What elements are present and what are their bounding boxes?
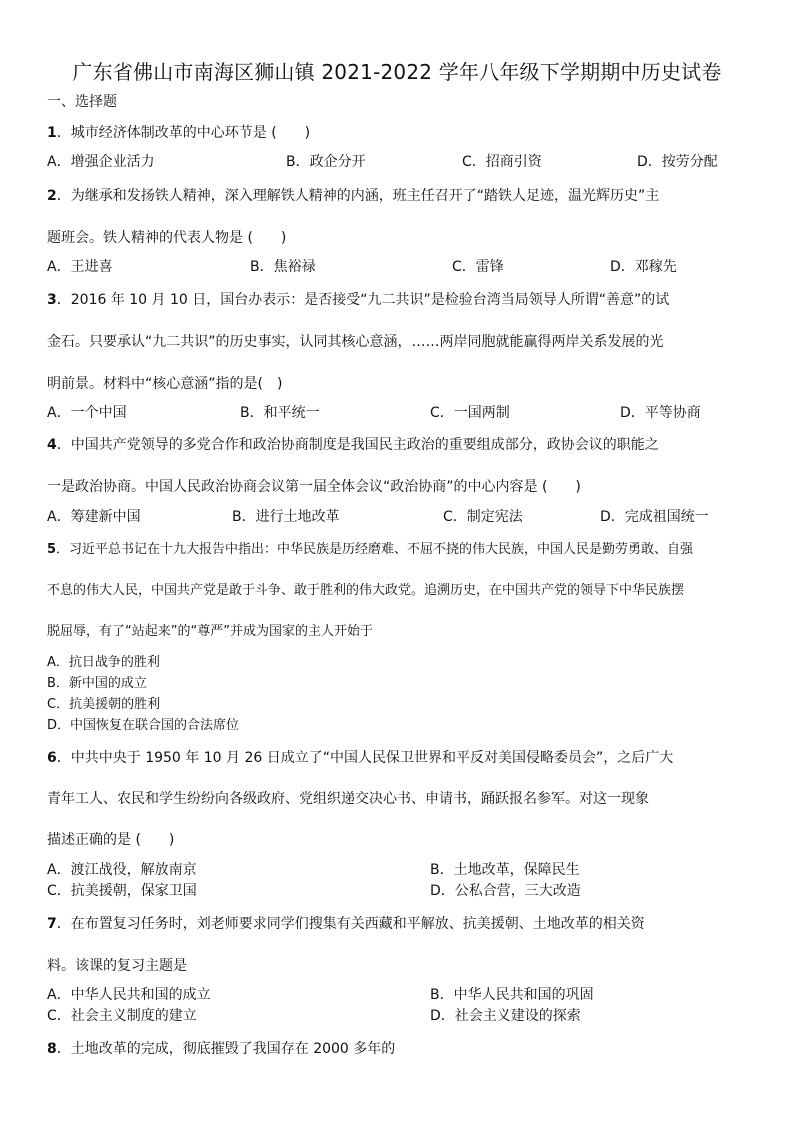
question-text-line2: 金石。只要承认“九二共识”的历史事实，认同其核心意涵，……两岸同胞就能赢得两岸关系发展的光 [47, 334, 664, 350]
q7-option-d: D．社会主义建设的探索 [430, 1008, 581, 1024]
q4-option-c: C．制定宪法 [443, 509, 523, 525]
question-6 [47, 748, 673, 768]
question-8 [47, 1039, 395, 1059]
question-text-line3: 明前景。材料中“核心意涵”指的是( ) [47, 376, 283, 392]
question-1 [47, 123, 310, 143]
q2-option-b: B．焦裕禄 [250, 259, 316, 275]
question-number: 7 [47, 916, 57, 932]
q4-option-b: B．进行土地改革 [232, 509, 340, 525]
section-heading: 一、选择题 [47, 94, 117, 110]
q1-option-d: D．按劳分配 [637, 154, 718, 170]
q1-option-b: B．政企分开 [286, 154, 366, 170]
q7-option-b: B．中华人民共和国的巩固 [430, 987, 594, 1003]
q5-option-a: A．抗日战争的胜利 [47, 655, 160, 670]
question-text-line1: ．土地改革的完成，彻底摧毁了我国存在 2000 多年的 [56, 1041, 396, 1057]
question-7 [47, 914, 645, 934]
q6-option-d: D．公私合营，三大改造 [430, 883, 581, 899]
question-number: 8 [47, 1041, 57, 1057]
question-4 [47, 435, 659, 455]
q4-option-a: A．筹建新中国 [47, 509, 141, 525]
q2-option-a: A．王进喜 [47, 259, 113, 275]
q2-option-d: D．邓稼先 [610, 259, 677, 275]
question-text-line1: ．2016 年 10 月 10 日，国台办表示：是否接受“九二共识”是检验台湾当局领导人所谓“善意”的试 [56, 292, 670, 308]
q6-option-a: A．渡江战役，解放南京 [47, 862, 197, 878]
question-text-line3: 描述正确的是 ( ) [47, 832, 175, 848]
q6-option-c: C．抗美援朝，保家卫国 [47, 883, 197, 899]
question-text-line2: 题班会。铁人精神的代表人物是 ( ) [47, 230, 287, 246]
question-5 [47, 540, 693, 560]
question-text-line2: 一是政治协商。中国人民政治协商会议第一届全体会议“政治协商”的中心内容是 ( ) [47, 479, 581, 495]
question-number: 6 [47, 750, 57, 766]
q7-option-a: A．中华人民共和国的成立 [47, 987, 211, 1003]
q5-option-c: C．抗美援朝的胜利 [47, 697, 161, 712]
q1-option-c: C．招商引资 [462, 154, 542, 170]
question-text-line1: ．习近平总书记在十九大报告中指出：中华民族是历经磨难、不屈不挠的伟大民族，中国人民是勤劳勇敢、自强 [56, 542, 694, 557]
question-3 [47, 290, 669, 310]
question-text-line1: ．为继承和发扬铁人精神，深入理解铁人精神的内涵，班主任召开了“踏铁人足迹，温光辉历史”主 [56, 188, 660, 204]
question-number: 1 [47, 125, 57, 141]
q7-option-c: C．社会主义制度的建立 [47, 1008, 197, 1024]
question-text-line1: ．中国共产党领导的多党合作和政治协商制度是我国民主政治的重要组成部分，政协会议的职能之 [56, 437, 659, 453]
q1-option-a: A．增强企业活力 [47, 154, 155, 170]
question-number: 4 [47, 437, 57, 453]
q2-option-c: C．雷锋 [452, 259, 504, 275]
q5-option-d: D．中国恢复在联合国的合法席位 [47, 718, 240, 733]
q5-option-b: B．新中国的成立 [47, 676, 147, 691]
question-number: 5 [47, 542, 57, 557]
question-2 [47, 186, 659, 206]
q3-option-a: A．一个中国 [47, 405, 127, 421]
exam-title: 广东省佛山市南海区狮山镇 2021-2022 学年八年级下学期期中历史试卷 [72, 60, 722, 84]
question-text-line2: 青年工人、农民和学生纷纷向各级政府、党组织递交决心书、申请书，踊跃报名参军。对这一现象 [47, 791, 649, 807]
question-text-line3: 脱屈辱，有了“站起来”的“尊严”并成为国家的主人开始于 [47, 624, 373, 639]
question-text-line1: ．中共中央于 1950 年 10 月 26 日成立了“中国人民保卫世界和平反对美国侵略委员会”，之后广大 [56, 750, 674, 766]
q3-option-c: C．一国两制 [430, 405, 510, 421]
question-number: 3 [47, 292, 57, 308]
question-number: 2 [47, 188, 57, 204]
question-text: ．城市经济体制改革的中心环节是 ( ) [56, 125, 311, 141]
question-text-line2: 不息的伟大人民，中国共产党是敢于斗争、敢于胜利的伟大政党。追溯历史，在中国共产党的领导下中华民族摆 [47, 583, 685, 598]
question-text-line1: ．在布置复习任务时，刘老师要求同学们搜集有关西藏和平解放、抗美援朝、土地改革的相关资 [56, 916, 645, 932]
q6-option-b: B．土地改革，保障民生 [430, 862, 580, 878]
q3-option-b: B．和平统一 [240, 405, 320, 421]
question-text-line2: 料。该课的复习主题是 [47, 958, 187, 974]
q3-option-d: D．平等协商 [620, 405, 701, 421]
q4-option-d: D．完成祖国统一 [600, 509, 709, 525]
